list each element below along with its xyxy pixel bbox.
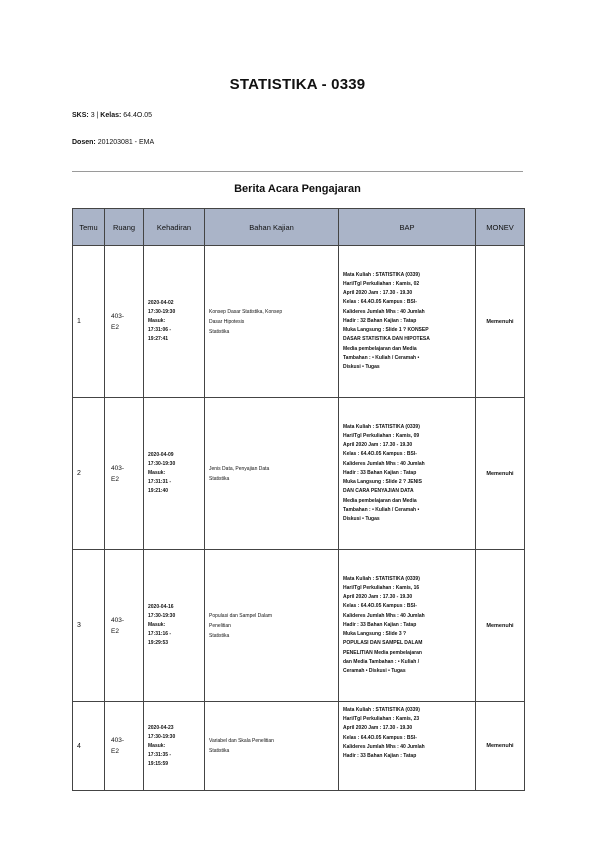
header-bahan-kajian: Bahan Kajian — [205, 209, 339, 246]
sks-label: SKS: — [72, 112, 89, 119]
cell-ruang: 403- E2 — [105, 398, 144, 550]
dosen-value: 201203081 - EMA — [97, 139, 155, 146]
cell-monev: Memenuhi — [476, 550, 525, 702]
header-monev: MONEV — [476, 209, 525, 246]
cell-bahan-kajian: Jenis Data, Penyajian Data Statistika — [205, 398, 339, 550]
cell-ruang: 403- E2 — [105, 246, 144, 398]
cell-bap: Mata Kuliah : STATISTIKA (0339) Hari/Tgl Perkuliahan : Kamis, 02 April 2020 Jam : 17.30 - 19.30 Kelas : 64.4O.05 Kampus : BSI- Kalideres Jumlah Mhs : 40 Jumlah Hadir : 32 Bahan Kajian : Tatap Muka Langsung : Slide 1 ? KONSEP DASAR STATISTIKA DAN HIPOTESA Media pembelajaran dan Media Tambahan : • Kuliah / Ceramah • Diskusi • Tugas — [339, 246, 476, 398]
section-title: Berita Acara Pengajaran — [234, 183, 361, 195]
table-row — [73, 246, 525, 398]
cell-kehadiran: 2020-04-23 17:30-19:30 Masuk: 17:31:35 - 19:15:59 — [144, 702, 205, 791]
cell-kehadiran: 2020-04-16 17:30-19:30 Masuk: 17:31:16 - 19:29:53 — [144, 550, 205, 702]
divider — [72, 171, 523, 172]
dosen-label: Dosen: — [72, 139, 96, 146]
cell-monev: Memenuhi — [476, 702, 525, 791]
cell-ruang: 403- E2 — [105, 550, 144, 702]
dosen-line — [72, 139, 154, 146]
header-kehadiran: Kehadiran — [144, 209, 205, 246]
table-header-row — [73, 209, 525, 246]
page-title: STATISTIKA - 0339 — [229, 76, 366, 93]
cell-bahan-kajian: Populasi dan Sampel Dalam Penelitian Statistika — [205, 550, 339, 702]
sks-kelas-line — [72, 112, 152, 119]
header-temu: Temu — [73, 209, 105, 246]
cell-temu: 3 — [73, 550, 105, 702]
berita-acara-table — [72, 208, 525, 791]
sks-value: 3 | — [90, 112, 101, 119]
header-ruang: Ruang — [105, 209, 144, 246]
cell-temu: 2 — [73, 398, 105, 550]
cell-bap: Mata Kuliah : STATISTIKA (0339) Hari/Tgl Perkuliahan : Kamis, 23 April 2020 Jam : 17.30 - 19.30 Kelas : 64.4O.05 Kampus : BSI- Kalideres Jumlah Mhs : 40 Jumlah Hadir : 33 Bahan Kajian : Tatap — [339, 702, 476, 791]
table-row — [73, 398, 525, 550]
cell-monev: Memenuhi — [476, 246, 525, 398]
cell-bahan-kajian: Konsep Dasar Statistika, Konsep Dasar Hipotesis Statistika — [205, 246, 339, 398]
cell-kehadiran: 2020-04-02 17:30-19:30 Masuk: 17:31:06 - 19:27:41 — [144, 246, 205, 398]
cell-temu: 1 — [73, 246, 105, 398]
cell-kehadiran: 2020-04-09 17:30-19:30 Masuk: 17:31:31 - 19:21:40 — [144, 398, 205, 550]
cell-bap: Mata Kuliah : STATISTIKA (0339) Hari/Tgl Perkuliahan : Kamis, 09 April 2020 Jam : 17.30 - 19.30 Kelas : 64.4O.05 Kampus : BSI- Kalideres Jumlah Mhs : 40 Jumlah Hadir : 33 Bahan Kajian : Tatap Muka Langsung : Slide 2 ? JENIS DAN CARA PENYAJIAN DATA Media pembelajaran dan Media Tambahan : • Kuliah / Ceramah • Diskusi • Tugas — [339, 398, 476, 550]
table-row — [73, 702, 525, 791]
cell-temu: 4 — [73, 702, 105, 791]
header-bap: BAP — [339, 209, 476, 246]
cell-bahan-kajian: Variabel dan Skala Penelitian Statistika — [205, 702, 339, 791]
kelas-value: 64.4O.05 — [123, 112, 153, 119]
table-row — [73, 550, 525, 702]
cell-monev: Memenuhi — [476, 398, 525, 550]
cell-ruang: 403- E2 — [105, 702, 144, 791]
kelas-label: Kelas: — [100, 112, 122, 119]
cell-bap: Mata Kuliah : STATISTIKA (0339) Hari/Tgl Perkuliahan : Kamis, 16 April 2020 Jam : 17.30 - 19.30 Kelas : 64.4O.05 Kampus : BSI- Kalideres Jumlah Mhs : 40 Jumlah Hadir : 33 Bahan Kajian : Tatap Muka Langsung : Slide 3 ? POPULASI DAN SAMPEL DALAM PENELITIAN Media pembelajaran dan Media Tambahan : • Kuliah / Ceramah • Diskusi • Tugas — [339, 550, 476, 702]
